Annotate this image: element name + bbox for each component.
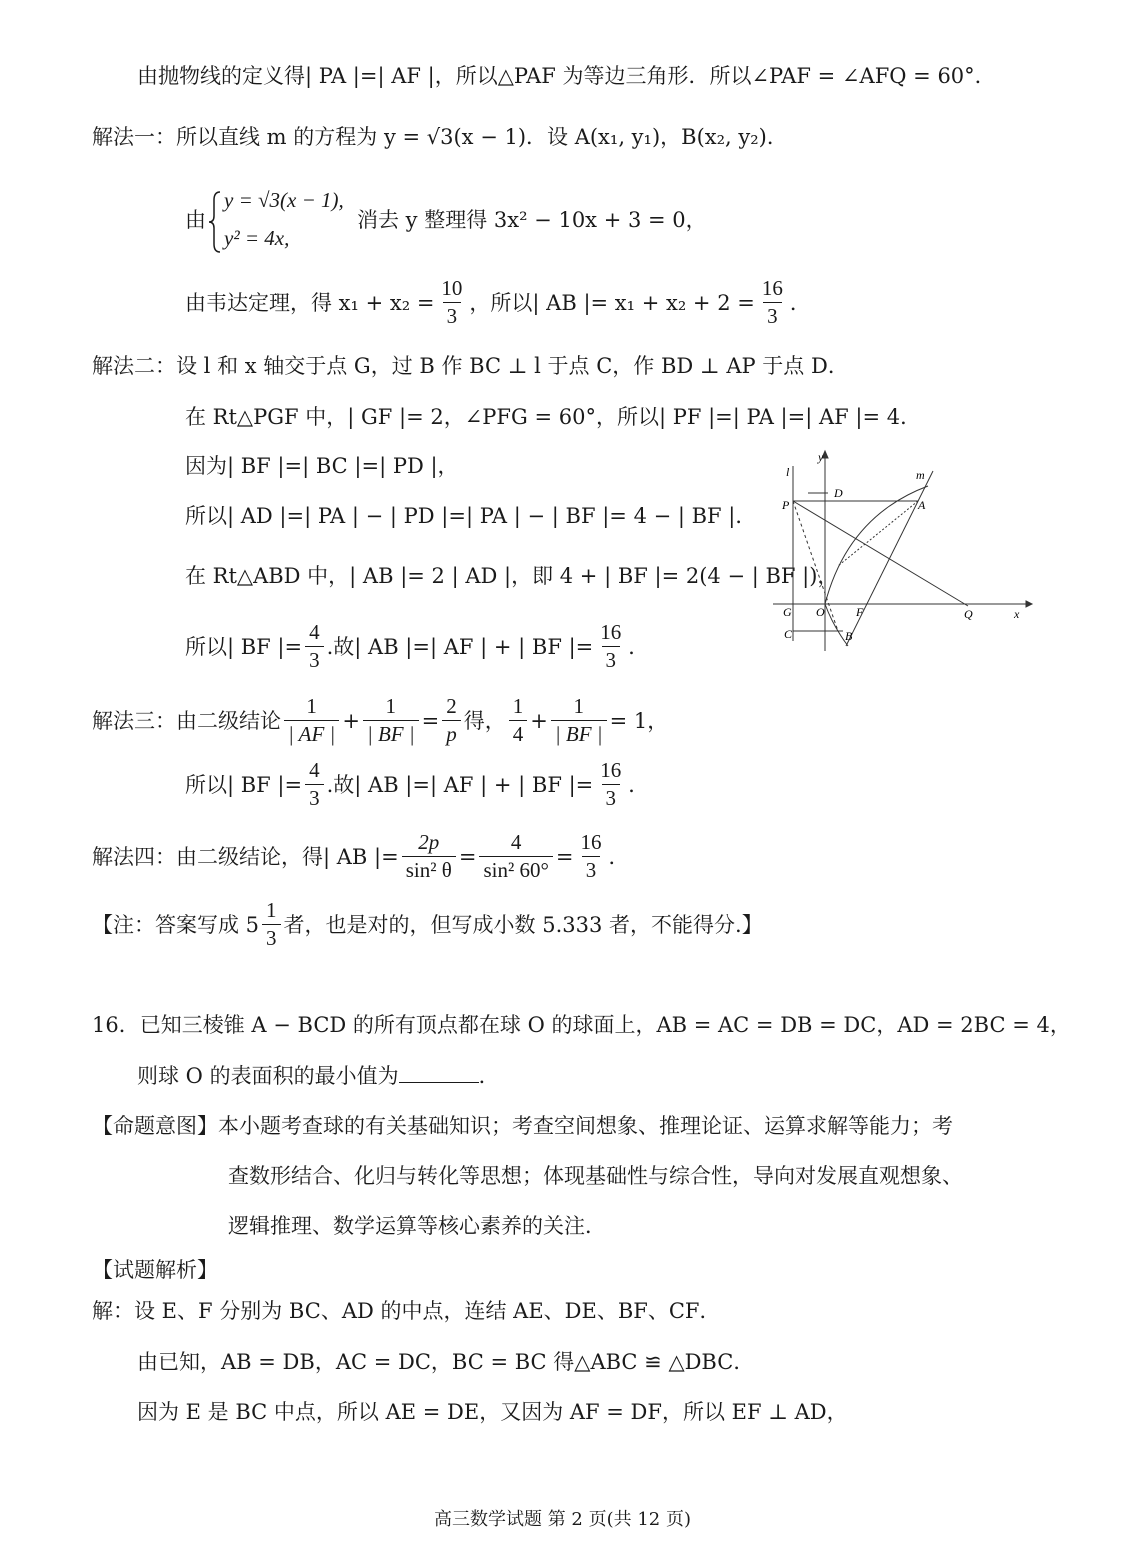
text-line-method-2-setup: 解法二：设 l 和 x 轴交于点 G，过 B 作 BC ⊥ l 于点 C，作 BD ⊥ AP 于点 D． bbox=[92, 354, 849, 378]
vieta-prefix: 由韦达定理，得 x₁ + x₂ = bbox=[185, 290, 435, 315]
text-line-method-2-result bbox=[185, 622, 649, 671]
result-end: ． bbox=[628, 772, 650, 797]
fraction-16-3 bbox=[758, 278, 787, 327]
fraction-numerator: 4 bbox=[510, 830, 522, 854]
equals-sign: = bbox=[555, 844, 574, 869]
note-prefix: 【注：答案写成 5 bbox=[92, 912, 260, 937]
answer-blank bbox=[399, 1062, 479, 1083]
fraction-denominator: 3 bbox=[305, 646, 324, 671]
question-16-ask bbox=[137, 1062, 500, 1090]
text-line-note bbox=[92, 900, 763, 949]
fraction-numerator: 4 bbox=[309, 620, 320, 644]
fraction-4-3 bbox=[305, 622, 324, 671]
fraction-denominator: 3 bbox=[602, 784, 621, 809]
fraction-1-bf bbox=[551, 696, 607, 745]
fraction-denominator: | AF | bbox=[284, 720, 339, 745]
method-3-end: = 1， bbox=[609, 708, 669, 733]
fraction-numerator: 1 bbox=[573, 694, 584, 718]
fraction-numerator: 16 bbox=[761, 276, 783, 300]
text-line-method-3 bbox=[92, 696, 668, 745]
text-line-method-1-line-equation: 解法一：所以直线 m 的方程为 y = √3(x − 1)．设 A(x₁, y₁)，B(x₂, y₂)． bbox=[92, 125, 788, 149]
intent-line-3: 逻辑推理、数学运算等核心素养的关注． bbox=[228, 1214, 606, 1238]
system-equation-2: y² = 4x, bbox=[224, 226, 290, 250]
equals-sign: = bbox=[421, 708, 440, 733]
result-end: ． bbox=[628, 634, 650, 659]
fraction-denominator: 3 bbox=[305, 784, 324, 809]
text-line-method-3-result bbox=[185, 760, 649, 809]
fraction-denominator: p bbox=[442, 720, 461, 745]
method-4-prefix: 解法四：由二级结论，得| AB |= bbox=[92, 844, 399, 869]
method-3-de: 得， bbox=[463, 708, 506, 733]
label-l: l bbox=[786, 465, 790, 479]
label-y: y bbox=[818, 450, 824, 464]
system-result: 消去 y 整理得 3x² − 10x + 3 = 0， bbox=[357, 208, 707, 232]
solution-line-3: 因为 E 是 BC 中点，所以 AE = DE，又因为 AF = DF，所以 EF ⊥ AD， bbox=[137, 1400, 848, 1424]
text-line-parabola-definition: 由抛物线的定义得| PA |=| AF |，所以△PAF 为等边三角形．所以∠PAF = ∠AFQ = 60°． bbox=[137, 64, 996, 88]
fraction-numerator: 1 bbox=[512, 694, 524, 718]
label-G: G bbox=[783, 605, 792, 619]
fraction-denominator: 3 bbox=[443, 302, 462, 327]
label-D: D bbox=[834, 486, 843, 500]
vieta-mid: ，所以| AB |= x₁ + x₂ + 2 = bbox=[469, 290, 755, 315]
method-4-end: ． bbox=[608, 844, 630, 869]
fraction-denominator: | BF | bbox=[363, 720, 419, 745]
fraction-numerator: 1 bbox=[266, 898, 277, 922]
text-line-rt-abd: 在 Rt△ABD 中，| AB |= 2 | AD |，即 4 + | BF |= 2(4 − | BF |)， bbox=[185, 564, 839, 588]
method-3-prefix: 解法三：由二级结论 bbox=[92, 708, 281, 733]
fraction-numerator: 1 bbox=[385, 694, 397, 718]
system-brace bbox=[208, 190, 222, 254]
label-m: m bbox=[916, 468, 925, 482]
fraction-denominator: 3 bbox=[602, 646, 621, 671]
fraction-16-3 bbox=[596, 760, 625, 809]
fraction-denominator: sin² 60° bbox=[479, 856, 552, 881]
system-prefix: 由 bbox=[185, 208, 206, 232]
solution-line-1: 解：设 E、F 分别为 BC、AD 的中点，连结 AE、DE、BF、CF． bbox=[92, 1299, 721, 1323]
text-line-bf-equalities: 因为| BF |=| BC |=| PD |， bbox=[185, 454, 459, 478]
fraction-denominator: 4 bbox=[509, 720, 528, 745]
label-C: C bbox=[784, 627, 793, 641]
label-P: P bbox=[782, 498, 790, 512]
parabola-figure bbox=[768, 446, 1038, 661]
note-suffix: 者，也是对的，但写成小数 5.333 者，不能得分.】 bbox=[283, 912, 763, 937]
fraction-numerator: 2 bbox=[446, 694, 457, 718]
text-line-method-4 bbox=[92, 832, 630, 881]
fraction-2p-sin2theta bbox=[402, 832, 456, 881]
equals-sign: = bbox=[458, 844, 477, 869]
label-x: x bbox=[1014, 607, 1020, 621]
result-prefix: 所以| BF |= bbox=[185, 634, 303, 659]
label-Q: Q bbox=[964, 607, 973, 621]
fraction-denominator: 3 bbox=[262, 924, 281, 949]
fraction-4-sin2-60 bbox=[479, 832, 552, 881]
result-prefix: 所以| BF |= bbox=[185, 772, 303, 797]
fraction-numerator: 10 bbox=[441, 276, 463, 300]
label-F: F bbox=[856, 605, 864, 619]
result-mid: .故| AB |=| AF | + | BF |= bbox=[326, 772, 594, 797]
fraction-numerator: 1 bbox=[306, 694, 317, 718]
fraction-4-3 bbox=[305, 760, 324, 809]
fraction-numerator: 16 bbox=[600, 620, 622, 644]
fraction-denominator: | BF | bbox=[551, 720, 607, 745]
solution-line-2: 由已知，AB = DB，AC = DC，BC = BC 得△ABC ≌ △DBC． bbox=[137, 1350, 755, 1374]
fraction-10-3 bbox=[437, 278, 466, 327]
label-A: A bbox=[918, 498, 926, 512]
fraction-numerator: 2p bbox=[418, 830, 440, 854]
fraction-numerator: 4 bbox=[309, 758, 320, 782]
fraction-denominator: sin² θ bbox=[402, 856, 456, 881]
fraction-2-p bbox=[442, 696, 461, 745]
fraction-numerator: 16 bbox=[600, 758, 622, 782]
fraction-1-3 bbox=[262, 900, 281, 949]
question-16-ask-text: 则球 O 的表面积的最小值为 bbox=[137, 1064, 399, 1088]
fraction-denominator: 3 bbox=[582, 856, 601, 881]
vieta-end: ． bbox=[789, 290, 811, 315]
intent-line-2: 查数形结合、化归与转化等思想；体现基础性与综合性，导向对发展直观想象、 bbox=[228, 1164, 963, 1188]
fraction-16-3 bbox=[596, 622, 625, 671]
plus-sign: + bbox=[530, 708, 548, 733]
text-line-ad: 所以| AD |=| PA | − | PD |=| PA | − | BF |= 4 − | BF |． bbox=[185, 504, 757, 528]
fraction-1-af bbox=[284, 696, 339, 745]
fraction-1-4 bbox=[509, 696, 528, 745]
fraction-16-3 bbox=[577, 832, 606, 881]
result-mid: .故| AB |=| AF | + | BF |= bbox=[326, 634, 594, 659]
system-equation-1: y = √3(x − 1), bbox=[224, 188, 344, 212]
text-line-rt-pgf: 在 Rt△PGF 中，| GF |= 2，∠PFG = 60°，所以| PF |=| PA |=| AF |= 4． bbox=[185, 405, 922, 429]
fraction-denominator: 3 bbox=[763, 302, 782, 327]
label-B: B bbox=[845, 629, 853, 643]
intent-line-1: 【命题意图】本小题考查球的有关基础知识；考查空间想象、推理论证、运算求解等能力；考 bbox=[92, 1114, 953, 1138]
label-O: O bbox=[816, 605, 825, 619]
question-16-statement: 16．已知三棱锥 A − BCD 的所有顶点都在球 O 的球面上，AB = AC = DB = DC，AD = 2BC = 4， bbox=[92, 1013, 1071, 1037]
question-16-ask-end: ． bbox=[478, 1064, 500, 1088]
analysis-heading: 【试题解析】 bbox=[92, 1258, 218, 1282]
fraction-1-bf bbox=[363, 696, 419, 745]
plus-sign: + bbox=[342, 708, 360, 733]
page-footer: 高三数学试题 第 2 页(共 12 页) bbox=[433, 1509, 691, 1530]
fraction-numerator: 16 bbox=[580, 830, 602, 854]
text-line-vieta bbox=[185, 278, 811, 327]
